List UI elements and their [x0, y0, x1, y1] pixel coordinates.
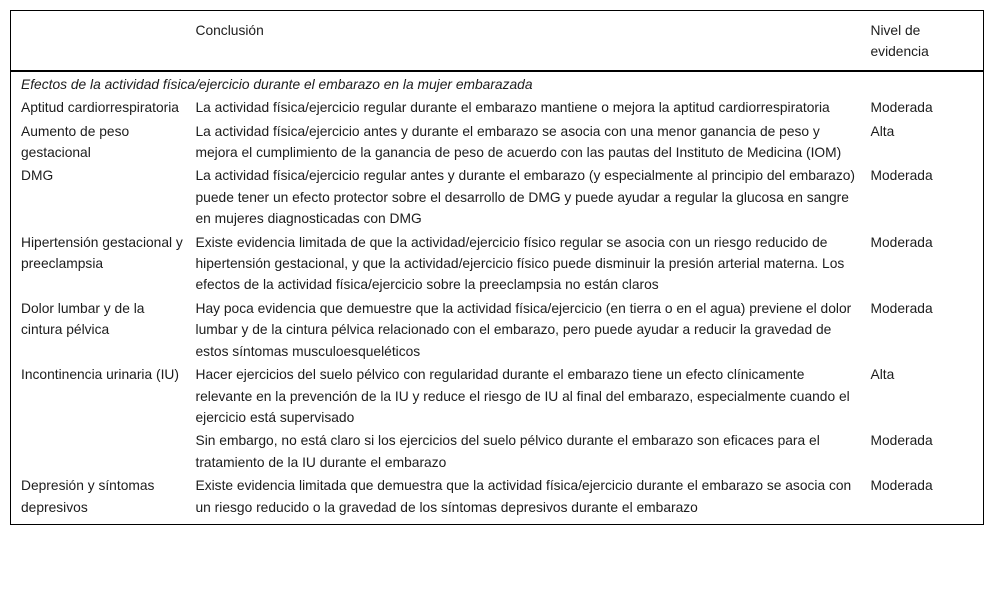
- topic-cell: [11, 429, 196, 474]
- topic-cell: Aptitud cardiorrespiratoria: [21, 100, 179, 116]
- table-row: [11, 297, 984, 363]
- table-row: [11, 96, 984, 119]
- topic-cell: DMG: [21, 168, 54, 184]
- topic-column-header: [11, 11, 196, 71]
- section-title: Efectos de la actividad física/ejercicio durante el embarazo en la mujer embarazada: [21, 76, 533, 92]
- evidence-cell: Moderada: [870, 234, 933, 250]
- topic-cell: Depresión y síntomas depresivos: [21, 478, 155, 515]
- table-row: [11, 363, 984, 429]
- evidence-cell: Moderada: [870, 433, 933, 449]
- conclusion-cell: Existe evidencia limitada que demuestra que la actividad física/ejercicio durante el embarazo se asocia con un riesgo reducido o la gravedad de los síntomas depresivos durante el embarazo: [195, 478, 852, 515]
- table-row: [11, 474, 984, 524]
- topic-cell: Dolor lumbar y de la cintura pélvica: [21, 300, 145, 338]
- section-header-row: [11, 71, 984, 96]
- conclusion-cell: Hay poca evidencia que demuestre que la actividad física/ejercicio (en tierra o en el agua) previene el dolor lumbar y de la cintura pélvica relacionado con el embarazo, pero puede ayudar a reducir la gravedad de estos síntomas musculoesqueléticos: [195, 300, 852, 359]
- topic-cell: Incontinencia urinaria (IU): [21, 367, 179, 383]
- table-row: [11, 164, 984, 230]
- evidence-cell: Moderada: [870, 100, 933, 116]
- evidence-column-header: Nivel de evidencia: [871, 11, 984, 71]
- evidence-cell: Moderada: [870, 300, 933, 316]
- table-row: [11, 231, 984, 297]
- conclusion-cell: Existe evidencia limitada de que la actividad/ejercicio físico regular se asocia con un riesgo reducido de hipertensión gestacional, y que la actividad/ejercicio físico puede disminuir la presión arterial materna. Los efectos de la actividad física/ejercicio sobre la preeclampsia no están claros: [195, 234, 845, 293]
- conclusion-cell: La actividad física/ejercicio regular antes y durante el embarazo (y especialmente al principio del embarazo) puede tener un efecto protector sobre el desarrollo de DMG y puede ayudar a regular la glucosa en sangre en mujeres diagnosticadas con DMG: [195, 168, 856, 227]
- topic-cell: Aumento de peso gestacional: [21, 123, 130, 161]
- conclusion-cell: La actividad física/ejercicio antes y durante el embarazo se asocia con una menor ganancia de peso y mejora el cumplimiento de la ganancia de peso de acuerdo con las pautas del Instituto de Medicina (IOM): [195, 123, 842, 161]
- conclusion-column-header: Conclusión: [196, 11, 871, 71]
- conclusion-cell: La actividad física/ejercicio regular durante el embarazo mantiene o mejora la aptitud cardiorrespiratoria: [195, 100, 830, 116]
- table-row: [11, 120, 984, 165]
- topic-cell: Hipertensión gestacional y preeclampsia: [21, 234, 183, 272]
- evidence-cell: Moderada: [870, 168, 933, 184]
- table-row: [11, 429, 984, 474]
- evidence-cell: Moderada: [870, 478, 933, 494]
- table-header-row: [11, 11, 984, 71]
- evidence-cell: Alta: [870, 367, 895, 383]
- evidence-table: [10, 10, 984, 525]
- conclusion-cell: Hacer ejercicios del suelo pélvico con regularidad durante el embarazo tiene un efecto clínicamente relevante en la prevención de la IU y reduce el riesgo de IU al final del embarazo, especialmente cuando el ejercicio está supervisado: [195, 367, 850, 425]
- conclusion-cell: Sin embargo, no está claro si los ejercicios del suelo pélvico durante el embarazo son eficaces para el tratamiento de la IU durante el embarazo: [195, 433, 820, 470]
- evidence-cell: Alta: [870, 123, 895, 139]
